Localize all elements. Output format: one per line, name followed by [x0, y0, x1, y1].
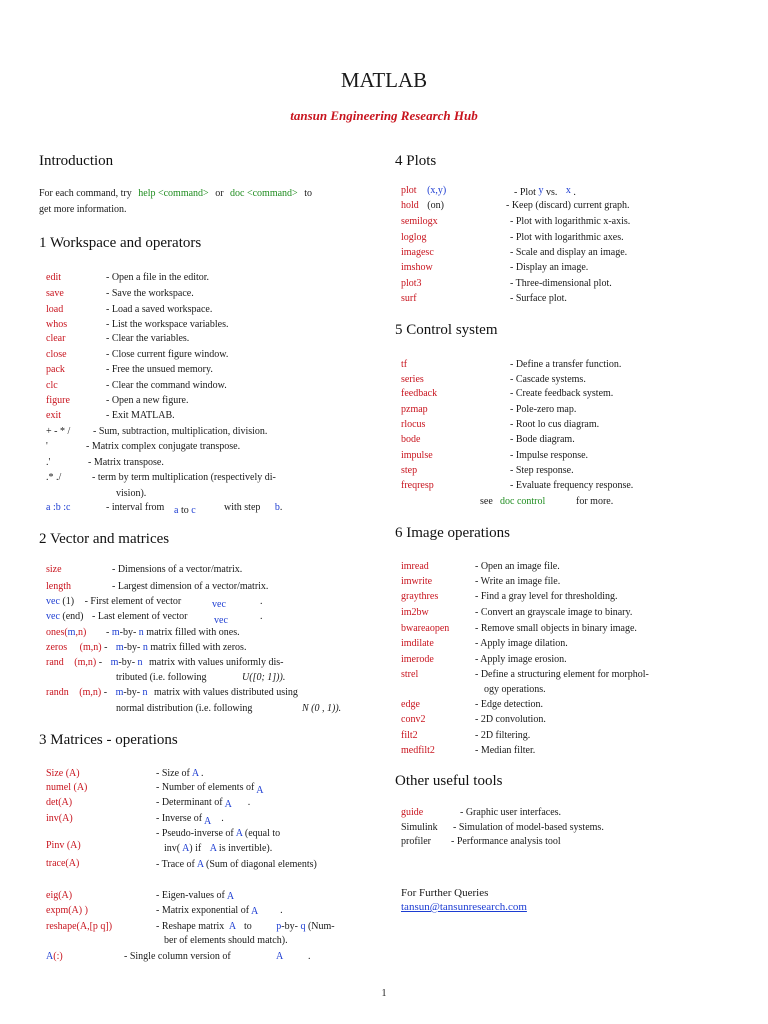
inv-text: - Inverse of — [156, 813, 203, 824]
desc-rlocus: - Root lo cus diagram. — [510, 419, 600, 430]
randn-by: -by- — [123, 687, 141, 698]
cmd-edge: edge — [401, 699, 420, 710]
pinv-text1: - Pseudo-inverse of — [156, 828, 234, 839]
desc-pzmap: - Pole-zero map. — [510, 404, 577, 415]
plot-args: (x,y) — [427, 185, 447, 196]
numel-var: A — [256, 785, 264, 796]
pinv-if: ) if — [189, 843, 202, 854]
control-see-tail: for more. — [576, 496, 614, 507]
desc-vec-first: - First element of vector — [84, 596, 182, 607]
desc-bode: - Bode diagram. — [510, 434, 575, 445]
cmd-length: length — [46, 581, 71, 592]
cmd-eig: eig(A) — [46, 890, 73, 901]
doc-command: doc <command> — [230, 188, 298, 199]
cmd-freqresp: freqresp — [401, 480, 434, 491]
cmd-rlocus: rlocus — [401, 419, 426, 430]
desc-reshape — [156, 921, 335, 933]
desc-plot — [514, 187, 576, 199]
col-dot: . — [308, 951, 311, 962]
cmd-surf: surf — [401, 293, 417, 304]
reshape-by: -by- — [281, 921, 298, 932]
cmd-profiler: profiler — [401, 836, 431, 847]
cmd-col-var: A — [46, 951, 54, 962]
desc-simulink: - Simulation of model-based systems. — [453, 822, 604, 833]
rand-m: m — [110, 657, 119, 668]
cmd-bode: bode — [401, 434, 421, 445]
intro-or: or — [215, 188, 224, 199]
zeros-dash: - — [104, 642, 108, 653]
cmd-size-a: Size (A) — [46, 768, 80, 779]
det-var: A — [224, 799, 232, 810]
cmd-col-arg: (:) — [53, 951, 63, 962]
cmd-step: step — [401, 465, 418, 476]
document-subtitle: tansun Engineering Research Hub — [290, 108, 478, 123]
cmd-edit: edit — [46, 272, 61, 283]
cmd-bwareaopen: bwareaopen — [401, 623, 450, 634]
desc-tf: - Define a transfer function. — [510, 359, 622, 370]
randn-args: (m,n) — [79, 687, 102, 698]
cmd-pinv: Pinv (A) — [46, 840, 81, 851]
eig-text: - Eigen-values of — [156, 890, 225, 901]
cmd-impulse: impulse — [401, 450, 433, 461]
desc-pinv-line1 — [156, 828, 280, 840]
plot-dot: . — [573, 187, 576, 198]
row-randn — [46, 687, 298, 699]
ones-dash: - — [106, 627, 110, 638]
cmd-simulink: Simulink — [401, 822, 438, 833]
desc-inv — [156, 813, 224, 825]
cmd-ctranspose: ' — [46, 441, 48, 452]
desc-filt2: - 2D filtering. — [475, 730, 531, 741]
desc-graythres: - Find a gray level for thresholding. — [475, 591, 618, 602]
randn-normal: N (0 , 1)). — [302, 703, 342, 714]
cmd-pack: pack — [46, 364, 65, 375]
pinv-var3: A — [209, 843, 217, 854]
desc-edit: - Open a file in the editor. — [106, 272, 210, 283]
cmd-exit: exit — [46, 410, 61, 421]
desc-medfilt2: - Median filter. — [475, 745, 536, 756]
ones-by: -by- — [119, 627, 137, 638]
desc-save: - Save the workspace. — [106, 288, 194, 299]
cmd-expm: expm(A) ) — [46, 905, 88, 916]
desc-imagesc: - Scale and display an image. — [510, 247, 628, 258]
control-see: see — [480, 496, 493, 507]
pinv-inv: inv( — [164, 843, 181, 854]
cmd-imdilate: imdilate — [401, 638, 434, 649]
desc-profiler: - Performance analysis tool — [451, 836, 561, 847]
randn-dash: - — [103, 687, 108, 698]
cmd-ones: ones( — [46, 627, 68, 638]
cmd-rand: rand — [46, 657, 64, 668]
section-heading-introduction: Introduction — [39, 153, 114, 169]
interval-a-to-c — [174, 505, 196, 517]
desc-length: - Largest dimension of a vector/matrix. — [112, 581, 269, 592]
rand-line-2: tributed (i.e. following — [116, 672, 207, 683]
trace-var: A — [196, 859, 204, 870]
cmd-elementwise: .* ./ — [46, 472, 62, 483]
cmd-semilogx: semilogx — [401, 216, 438, 227]
pinv-text2: (equal to — [244, 828, 281, 839]
desc-exit: - Exit MATLAB. — [106, 410, 175, 421]
intro-text: For each command, try — [39, 188, 132, 199]
interval-step — [224, 502, 282, 514]
var-a: a — [174, 505, 179, 516]
rand-uniform: U([0; 1])). — [242, 672, 286, 683]
ones-tail: matrix filled with ones. — [146, 627, 240, 638]
numel-text: - Number of elements of — [156, 782, 255, 793]
rand-dash: - — [98, 657, 103, 668]
cmd-imread: imread — [401, 561, 429, 572]
row-vec-first — [46, 596, 181, 608]
desc-hold: - Keep (discard) current graph. — [506, 200, 630, 211]
desc-transpose: - Matrix transpose. — [88, 457, 164, 468]
zeros-by: -by- — [123, 642, 141, 653]
desc-bwareaopen: - Remove small objects in binary image. — [475, 623, 637, 634]
cmd-loglog: loglog — [401, 232, 427, 243]
interval-step-text: with step — [224, 502, 261, 513]
var-b: b — [274, 502, 280, 513]
zeros-n: n — [142, 642, 148, 653]
row-zeros — [46, 642, 246, 654]
desc-guide: - Graphic user interfaces. — [460, 807, 562, 818]
reshape-text: - Reshape matrix — [156, 921, 225, 932]
desc-edge: - Edge detection. — [475, 699, 544, 710]
desc-eig — [156, 890, 234, 902]
plot-vs: vs. — [545, 187, 558, 198]
var-vec-last: vec — [214, 615, 228, 626]
intro-line-1 — [39, 188, 312, 200]
cmd-filt2: filt2 — [401, 730, 418, 741]
zeros-tail: matrix filled with zeros. — [150, 642, 247, 653]
desc-whos: - List the workspace variables. — [106, 319, 229, 330]
contact-label: For Further Queries — [401, 887, 489, 899]
cmd-guide: guide — [401, 807, 424, 818]
desc-ones — [106, 627, 240, 639]
desc-strel-cont: ogy operations. — [484, 684, 546, 695]
cmd-ones-rest: ,n) — [75, 627, 87, 638]
eig-var: A — [226, 891, 235, 902]
pinv-var1: A — [235, 828, 243, 839]
cmd-pzmap: pzmap — [401, 404, 428, 415]
desc-pack: - Free the unsued memory. — [106, 364, 213, 375]
pinv-var2: A — [182, 843, 190, 854]
cmd-strel: strel — [401, 669, 419, 680]
document-title: MATLAB — [340, 68, 428, 92]
intro-to: to — [304, 188, 312, 199]
det-text: - Determinant of — [156, 797, 223, 808]
desc-close: - Close current figure window. — [106, 349, 229, 360]
randn-tail: matrix with values distributed using — [154, 687, 298, 698]
row-plot — [401, 185, 446, 197]
desc-impulse: - Impulse response. — [510, 450, 589, 461]
cmd-imagesc: imagesc — [401, 247, 434, 258]
var-vec-first: vec — [212, 599, 226, 610]
cmd-transpose: .' — [46, 457, 51, 468]
desc-imshow: - Display an image. — [510, 262, 589, 273]
cmd-conv2: conv2 — [401, 714, 426, 725]
cmd-hold — [401, 200, 444, 212]
pinv-invertible: is invertible). — [218, 843, 273, 854]
desc-numel — [156, 782, 264, 794]
cmd-vec: vec — [46, 596, 60, 607]
inv-var: A — [204, 816, 211, 827]
desc-conv2: - 2D convolution. — [475, 714, 546, 725]
cmd-imwrite: imwrite — [401, 576, 433, 587]
cmd-graythres: graythres — [401, 591, 439, 602]
cmd-clc: clc — [46, 380, 58, 391]
rand-tail: matrix with values uniformly dis- — [149, 657, 284, 668]
section-heading-vectors: 2 Vector and matrices — [39, 531, 170, 547]
det-dot: . — [247, 797, 251, 808]
plot-x: x — [565, 185, 571, 196]
plot-y: y — [538, 185, 544, 196]
zeros-args: (m,n) — [79, 642, 102, 653]
desc-interval: - interval from — [106, 502, 165, 513]
desc-size-a — [156, 768, 204, 780]
desc-figure: - Open a new figure. — [106, 395, 189, 406]
rand-n: n — [137, 657, 143, 668]
cmd-save: save — [46, 288, 64, 299]
cmd-clear: clear — [46, 333, 66, 344]
cmd-numel: numel (A) — [46, 782, 88, 793]
randn-n: n — [142, 687, 148, 698]
desc-plot3: - Three-dimensional plot. — [510, 278, 612, 289]
desc-trace — [156, 859, 317, 871]
cmd-hold-name: hold — [401, 200, 419, 211]
desc-elementwise: - term by term multiplication (respectively di- — [92, 472, 276, 483]
cmd-feedback: feedback — [401, 388, 438, 399]
plot-text: - Plot — [514, 187, 536, 198]
cmd-plot3: plot3 — [401, 278, 422, 289]
ones-m: m — [111, 627, 120, 638]
cmd-close: close — [46, 349, 67, 360]
desc-pinv-line2 — [164, 843, 272, 855]
interval-to: to — [180, 505, 189, 516]
cmd-randn: randn — [46, 687, 69, 698]
expm-var: A — [250, 906, 258, 917]
section-heading-control: 5 Control system — [395, 322, 498, 338]
zeros-m: m — [115, 642, 124, 653]
vec-first-dot: . — [260, 596, 263, 607]
reshape-p: p — [276, 921, 282, 932]
cmd-im2bw: im2bw — [401, 607, 429, 618]
reshape-to: to — [243, 921, 252, 932]
reshape-q: q — [300, 921, 306, 932]
cmd-imshow: imshow — [401, 262, 433, 273]
cmd-reshape: reshape(A,[p q]) — [46, 921, 113, 932]
contact-email-link[interactable]: tansun@tansunresearch.com — [401, 901, 527, 913]
desc-series: - Cascade systems. — [510, 374, 586, 385]
desc-clc: - Clear the command window. — [106, 380, 227, 391]
desc-imdilate: - Apply image dilation. — [475, 638, 568, 649]
desc-load: - Load a saved workspace. — [106, 304, 213, 315]
cmd-imerode: imerode — [401, 654, 434, 665]
reshape-var: A — [228, 921, 236, 932]
section-heading-workspace: 1 Workspace and operators — [39, 235, 202, 251]
size-a-var: A — [191, 768, 199, 779]
trace-text: - Trace of — [156, 859, 195, 870]
desc-freqresp: - Evaluate frequency response. — [510, 480, 634, 491]
size-a-dot: . — [201, 768, 204, 779]
desc-imread: - Open an image file. — [475, 561, 560, 572]
section-heading-plots: 4 Plots — [395, 153, 437, 169]
cmd-interval: a :b :c — [46, 502, 71, 513]
section-heading-tools: Other useful tools — [395, 773, 503, 789]
intro-line-2: get more information. — [39, 204, 127, 215]
cmd-plot: plot — [401, 185, 417, 196]
var-c: c — [191, 505, 196, 516]
help-command: help <command> — [138, 188, 209, 199]
var-m-ones: m — [67, 627, 76, 638]
cmd-trace: trace(A) — [46, 858, 80, 869]
vec-first-arg: (1) — [62, 596, 75, 607]
desc-step: - Step response. — [510, 465, 574, 476]
desc-col: - Single column version of — [124, 951, 231, 962]
desc-expm — [156, 905, 283, 917]
desc-clear: - Clear the variables. — [106, 333, 190, 344]
interval-dot: . — [279, 502, 283, 513]
section-heading-image: 6 Image operations — [395, 525, 510, 541]
page-number: 1 — [381, 988, 387, 999]
desc-loglog: - Plot with logarithmic axes. — [510, 232, 624, 243]
desc-elementwise-cont: vision). — [116, 488, 147, 499]
section-heading-matops: 3 Matrices - operations — [39, 732, 178, 748]
randn-m: m — [115, 687, 124, 698]
cmd-whos: whos — [46, 319, 68, 330]
row-vec-last — [46, 611, 188, 623]
desc-ctranspose: - Matrix complex conjugate transpose. — [86, 441, 241, 452]
randn-line-2: normal distribution (i.e. following — [116, 703, 253, 714]
cmd-zeros: zeros — [46, 642, 68, 653]
cmd-medfilt2: medfilt2 — [401, 745, 435, 756]
expm-dot: . — [280, 905, 283, 916]
cmd-series: series — [401, 374, 424, 385]
trace-tail: (Sum of diagonal elements) — [206, 859, 317, 870]
cmd-hold-arg: (on) — [427, 200, 444, 211]
ones-n: n — [138, 627, 144, 638]
size-a-text: - Size of — [156, 768, 190, 779]
desc-det — [156, 797, 250, 809]
cmd-load: load — [46, 304, 64, 315]
desc-strel: - Define a structuring element for morphol- — [475, 669, 649, 680]
desc-imerode: - Apply image erosion. — [475, 654, 567, 665]
desc-arith-ops: - Sum, subtraction, multiplication, division. — [93, 426, 268, 437]
row-col — [46, 951, 63, 963]
desc-vec-last: - Last element of vector — [92, 611, 188, 622]
desc-size: - Dimensions of a vector/matrix. — [112, 564, 243, 575]
cmd-det: det(A) — [46, 797, 73, 808]
cmd-vec-end: vec — [46, 611, 60, 622]
vec-last-dot: . — [260, 611, 263, 622]
cmd-inv: inv(A) — [46, 813, 73, 824]
expm-text: - Matrix exponential of — [156, 905, 250, 916]
reshape-num: (Num- — [307, 921, 335, 932]
rand-by: -by- — [118, 657, 136, 668]
vec-end-arg: (end) — [62, 611, 84, 622]
desc-imwrite: - Write an image file. — [475, 576, 561, 587]
control-see-command: doc control — [500, 496, 546, 507]
row-rand — [46, 657, 283, 669]
desc-semilogx: - Plot with logarithmic x-axis. — [510, 216, 631, 227]
col-var: A — [276, 951, 284, 962]
cmd-figure: figure — [46, 395, 70, 406]
rand-args: (m,n) — [74, 657, 97, 668]
desc-im2bw: - Convert an grayscale image to binary. — [475, 607, 633, 618]
inv-dot: . — [221, 813, 224, 824]
reshape-line-2: ber of elements should match). — [164, 935, 288, 946]
cmd-arith-ops: + - * / — [46, 426, 71, 437]
row-ones — [46, 627, 86, 639]
desc-feedback: - Create feedback system. — [510, 388, 614, 399]
cmd-tf: tf — [401, 359, 408, 370]
desc-surf: - Surface plot. — [510, 293, 567, 304]
cmd-size: size — [46, 564, 62, 575]
